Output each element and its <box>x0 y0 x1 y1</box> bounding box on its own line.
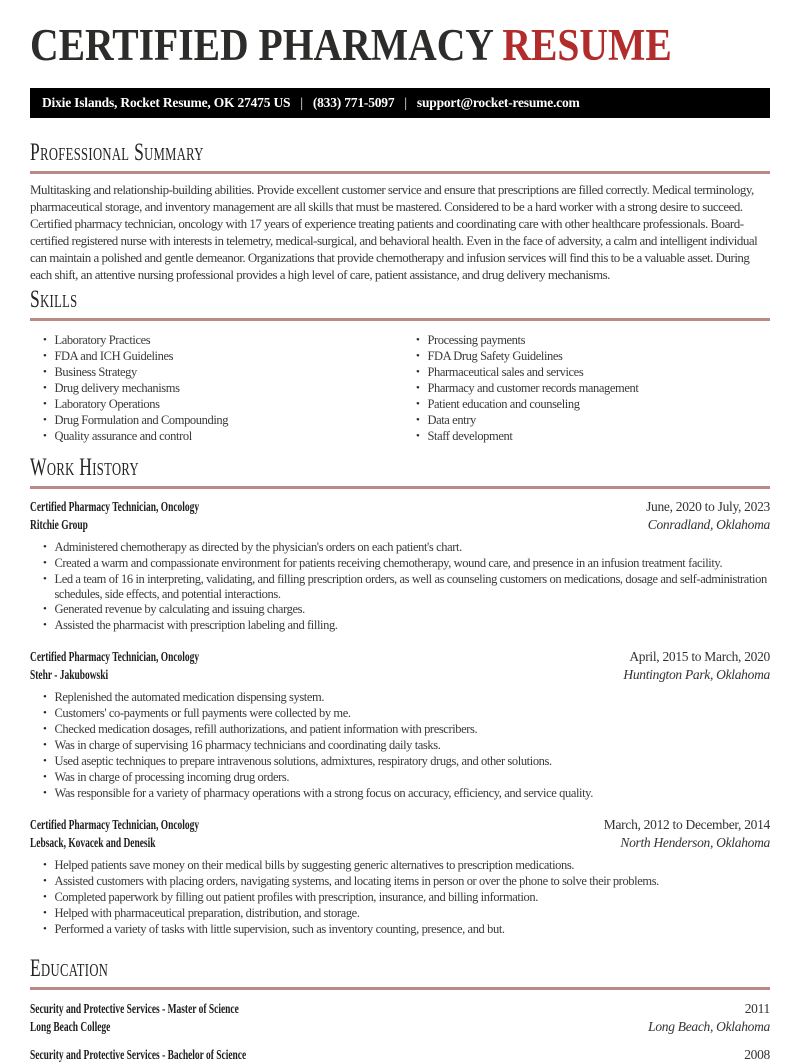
skill-label: Quality assurance and control <box>54 429 192 443</box>
job-bullet <box>30 618 770 634</box>
skill-label: Processing payments <box>427 333 526 347</box>
education-year: 2011 <box>744 1001 770 1016</box>
job-bullet <box>30 690 770 706</box>
job-title: Certified Pharmacy Technician, Oncology <box>30 649 200 664</box>
skill-item <box>30 333 403 349</box>
job-company: Lebsack, Kovacek and Denesik <box>30 835 156 850</box>
bullet-icon <box>43 770 46 786</box>
education-entry <box>30 1000 770 1036</box>
education-entry <box>30 1046 770 1064</box>
job-title: Certified Pharmacy Technician, Oncology <box>30 817 200 832</box>
skill-label: Patient education and counseling <box>427 397 580 411</box>
bullet-icon <box>43 413 46 429</box>
job-company: Ritchie Group <box>30 517 88 532</box>
job-title-row <box>30 816 770 834</box>
job-company-row <box>30 666 770 684</box>
job-company: Stehr - Jakubowski <box>30 667 109 682</box>
bullet-icon <box>43 365 46 381</box>
job-bullet <box>30 556 770 572</box>
job-title: Certified Pharmacy Technician, Oncology <box>30 499 200 514</box>
job-bullet-text: Completed paperwork by filling out patient profiles with prescription, insurance, and billing information. <box>54 890 538 904</box>
section-professional-summary <box>30 138 770 283</box>
bullet-icon <box>43 858 46 874</box>
job-bullet <box>30 572 770 602</box>
job-location: Conradland, Oklahoma <box>647 517 770 532</box>
contact-phone: (833) 771-5097 <box>312 95 395 110</box>
separator: | <box>300 95 303 110</box>
education-degree: Security and Protective Services - Master of Science <box>30 1001 239 1016</box>
skill-label: Drug delivery mechanisms <box>54 381 180 395</box>
section-skills <box>30 285 770 445</box>
education-degree: Security and Protective Services - Bachelor of Science <box>30 1047 247 1062</box>
skill-item <box>403 413 770 429</box>
contact-bar <box>30 88 770 118</box>
bullet-icon <box>416 381 419 397</box>
bullet-icon <box>43 572 46 602</box>
bullet-icon <box>416 413 419 429</box>
job-bullet-text: Performed a variety of tasks with little supervision, such as inventory counting, presence, and but. <box>54 922 505 936</box>
section-rule <box>30 486 770 489</box>
page-title <box>30 22 681 69</box>
job-bullet <box>30 858 770 874</box>
job-bullet <box>30 754 770 770</box>
skill-item <box>30 413 403 429</box>
job-bullet <box>30 706 770 722</box>
education-location: Long Beach, Oklahoma <box>648 1019 770 1034</box>
section-heading: Skills <box>30 286 78 313</box>
skill-item <box>30 381 403 397</box>
bullet-icon <box>43 754 46 770</box>
job-bullet <box>30 602 770 618</box>
skill-label: Laboratory Operations <box>54 397 160 411</box>
education-degree-row <box>30 1046 770 1064</box>
bullet-icon <box>43 556 46 572</box>
skill-item <box>30 397 403 413</box>
education-year: 2008 <box>744 1047 770 1062</box>
bullet-icon <box>43 540 46 556</box>
contact-email: support@rocket-resume.com <box>416 95 580 110</box>
skill-item <box>403 381 770 397</box>
job-bullet-list <box>30 858 770 938</box>
separator: | <box>404 95 407 110</box>
job-bullet-text: Was in charge of supervising 16 pharmacy technicians and coordinating daily tasks. <box>54 738 441 752</box>
skill-item <box>30 429 403 445</box>
skill-label: Data entry <box>427 413 476 427</box>
bullet-icon <box>43 690 46 706</box>
job-bullet-text: Assisted the pharmacist with prescription labeling and filling. <box>54 618 338 632</box>
job-bullet <box>30 906 770 922</box>
bullet-icon <box>43 618 46 634</box>
job-bullet <box>30 922 770 938</box>
job-bullet-text: Administered chemotherapy as directed by the physician's orders on each patient's chart. <box>54 540 462 554</box>
job-bullet <box>30 890 770 906</box>
skill-label: FDA and ICH Guidelines <box>54 349 174 363</box>
job-bullet-text: Helped with pharmaceutical preparation, distribution, and storage. <box>54 906 360 920</box>
job-bullet-text: Was responsible for a variety of pharmacy operations with a strong focus on accuracy, efficiency, and service quality. <box>54 786 593 800</box>
job-bullet-list <box>30 540 770 634</box>
section-heading: Professional Summary <box>30 139 204 166</box>
section-education <box>30 954 770 1064</box>
job-location: North Henderson, Oklahoma <box>620 835 770 850</box>
skill-item <box>30 365 403 381</box>
skills-list-right <box>403 333 770 445</box>
job-bullet-text: Replenished the automated medication dispensing system. <box>54 690 325 704</box>
job-bullet-text: Used aseptic techniques to prepare intravenous solutions, admixtures, respiratory drugs, and other solutions. <box>54 754 552 768</box>
bullet-icon <box>43 738 46 754</box>
job-dates: April, 2015 to March, 2020 <box>629 649 770 664</box>
bullet-icon <box>43 429 46 445</box>
bullet-icon <box>43 722 46 738</box>
job-bullet <box>30 770 770 786</box>
job-bullet <box>30 722 770 738</box>
skill-label: Drug Formulation and Compounding <box>54 413 229 427</box>
summary-text: Multitasking and relationship-building abilities. Provide excellent customer service and ensure that prescriptions are filled correctly. Medical terminology, pharmaceutical storage, and inventory management are all skills that must be mastered. Considered to be a hard worker with a strong desire to succeed. Certified pharmacy technician, oncology with 17 years of experience treating patients and coordinating care with other healthcare professionals. Board-certified registered nurse with interests in telemetry, medical-surgical, and behavioral health. Even in the face of adversity, a calm and intelligent individual can maintain a polished and gentle demeanor. Organizations that provide chemotherapy and infusion services will find this to be a valuable asset. During each shift, an attentive nursing professional provides a high level of care, patient assistance, and drug delivery mechanisms. <box>30 182 758 282</box>
education-school-row <box>30 1018 770 1036</box>
education-school: Long Beach College <box>30 1019 111 1034</box>
bullet-icon <box>43 922 46 938</box>
page-title-accent: RESUME <box>502 20 672 70</box>
job-company-row <box>30 516 770 534</box>
skill-item <box>403 365 770 381</box>
section-heading: Work History <box>30 454 139 481</box>
job-bullet-text: Helped patients save money on their medical bills by suggesting generic alternatives to prescription medications. <box>54 858 575 872</box>
job-entry <box>30 816 770 938</box>
bullet-icon <box>43 397 46 413</box>
bullet-icon <box>416 333 419 349</box>
job-bullet <box>30 874 770 890</box>
bullet-icon <box>416 349 419 365</box>
bullet-icon <box>43 602 46 618</box>
resume-page <box>30 22 770 1064</box>
skills-list-left <box>30 333 403 445</box>
bullet-icon <box>43 906 46 922</box>
bullet-icon <box>43 890 46 906</box>
skill-label: Pharmacy and customer records management <box>427 381 639 395</box>
bullet-icon <box>43 786 46 802</box>
job-dates: March, 2012 to December, 2014 <box>603 817 770 832</box>
bullet-icon <box>43 874 46 890</box>
job-dates: June, 2020 to July, 2023 <box>646 499 770 514</box>
job-bullet-text: Customers' co-payments or full payments were collected by me. <box>54 706 351 720</box>
skill-item <box>403 397 770 413</box>
bullet-icon <box>43 706 46 722</box>
skill-item <box>403 429 770 445</box>
section-rule <box>30 318 770 321</box>
skill-label: Pharmaceutical sales and services <box>427 365 584 379</box>
skills-columns <box>30 333 770 445</box>
section-heading: Education <box>30 955 109 982</box>
job-title-row <box>30 498 770 516</box>
bullet-icon <box>43 333 46 349</box>
skill-label: Laboratory Practices <box>54 333 151 347</box>
job-bullet-text: Checked medication dosages, refill authorizations, and patient information with prescribers. <box>54 722 478 736</box>
bullet-icon <box>416 429 419 445</box>
skill-label: Staff development <box>427 429 513 443</box>
bullet-icon <box>43 381 46 397</box>
section-rule <box>30 987 770 990</box>
job-bullet <box>30 738 770 754</box>
skill-item <box>403 349 770 365</box>
job-title-row <box>30 648 770 666</box>
bullet-icon <box>416 397 419 413</box>
job-bullet <box>30 540 770 556</box>
skill-label: FDA Drug Safety Guidelines <box>427 349 563 363</box>
job-company-row <box>30 834 770 852</box>
section-rule <box>30 171 770 174</box>
section-work-history <box>30 453 770 938</box>
job-bullet-text: Assisted customers with placing orders, navigating systems, and locating items in person or over the phone to solve their problems. <box>54 874 659 888</box>
contact-address: Dixie Islands, Rocket Resume, OK 27475 US <box>42 95 291 110</box>
job-bullet-text: Led a team of 16 in interpreting, validating, and filling prescription orders, as well as counseling customers on medications, dosage and self-administration schedules, side effects, and potential interactions. <box>54 572 767 601</box>
job-bullet <box>30 786 770 802</box>
job-location: Huntington Park, Oklahoma <box>623 667 770 682</box>
skill-item <box>403 333 770 349</box>
bullet-icon <box>416 365 419 381</box>
education-degree-row <box>30 1000 770 1018</box>
job-bullet-text: Was in charge of processing incoming drug orders. <box>54 770 290 784</box>
job-bullet-text: Generated revenue by calculating and issuing charges. <box>54 602 305 616</box>
bullet-icon <box>43 349 46 365</box>
job-entry <box>30 648 770 802</box>
job-entry <box>30 498 770 634</box>
job-bullet-list <box>30 690 770 802</box>
page-title-main: CERTIFIED PHARMACY <box>30 20 493 70</box>
skill-label: Business Strategy <box>54 365 137 379</box>
skill-item <box>30 349 403 365</box>
job-bullet-text: Created a warm and compassionate environment for patients receiving chemotherapy, wound care, and presence in an infusion treatment facility. <box>54 556 723 570</box>
